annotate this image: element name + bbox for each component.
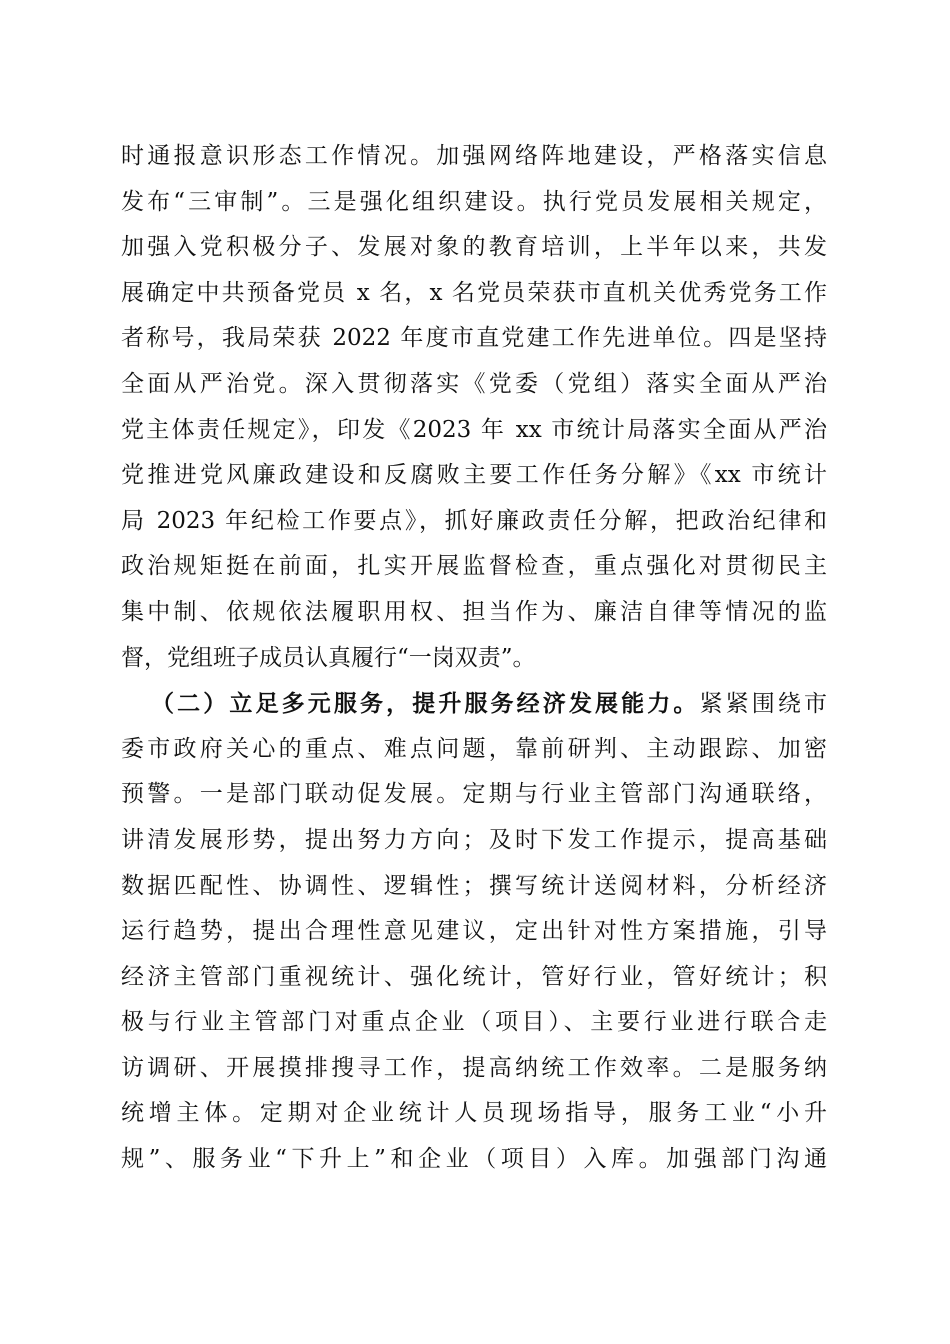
- paragraph-line: 委市政府关心的重点、难点问题，靠前研判、主动跟踪、加密: [121, 735, 827, 762]
- paragraph-line: 统增主体。定期对企业统计人员现场指导，服务工业“小升: [121, 1100, 827, 1127]
- section-heading: （二）立足多元服务，提升服务经济发展能力。: [151, 690, 700, 718]
- paragraph-line: 极与行业主管部门对重点企业（项目）、主要行业进行联合走: [121, 1009, 827, 1036]
- paragraph-line: 党推进党风廉政建设和反腐败主要工作任务分解》《xx 市统计: [121, 462, 827, 489]
- paragraph-line: 运行趋势，提出合理性意见建议，定出针对性方案措施，引导: [121, 918, 827, 945]
- paragraph-line: 时通报意识形态工作情况。加强网络阵地建设，严格落实信息: [121, 143, 827, 169]
- paragraph-line: 访调研、开展摸排搜寻工作，提高纳统工作效率。二是服务纳: [121, 1054, 827, 1081]
- paragraph-line: 集中制、依规依法履职用权、担当作为、廉洁自律等情况的监: [121, 598, 827, 625]
- paragraph-line: 加强入党积极分子、发展对象的教育培训，上半年以来，共发: [121, 234, 827, 261]
- paragraph-line: 政治规矩挺在前面，扎实开展监督检查，重点强化对贯彻民主: [121, 553, 827, 580]
- section-heading-line: [121, 681, 827, 727]
- paragraph-line: 全面从严治党。深入贯彻落实《党委（党组）落实全面从严治: [121, 370, 827, 397]
- paragraph-line: 预警。一是部门联动促发展。定期与行业主管部门沟通联络，: [121, 781, 827, 808]
- body-text: [121, 134, 827, 1183]
- paragraph-line: 党主体责任规定》，印发《2023 年 xx 市统计局落实全面从严治: [121, 416, 827, 443]
- paragraph-line: 局 2023 年纪检工作要点》，抓好廉政责任分解，把政治纪律和: [121, 507, 827, 534]
- paragraph-line: 经济主管部门重视统计、强化统计，管好行业，管好统计；积: [121, 963, 827, 990]
- paragraph-line: 发布“三审制”。三是强化组织建设。执行党员发展相关规定，: [121, 188, 827, 215]
- paragraph-line: 数据匹配性、协调性、逻辑性；撰写统计送阅材料，分析经济: [121, 872, 827, 899]
- section-heading-tail: 紧紧围绕市: [699, 691, 827, 718]
- paragraph-line: 规”、服务业“下升上”和企业（项目）入库。加强部门沟通: [121, 1146, 827, 1173]
- paragraph-line: 展确定中共预备党员 x 名，x 名党员荣获市直机关优秀党务工作: [121, 279, 827, 306]
- paragraph-line: 者称号，我局荣获 2022 年度市直党建工作先进单位。四是坚持: [121, 325, 827, 352]
- paragraph-line: 讲清发展形势，提出努力方向；及时下发工作提示，提高基础: [121, 826, 827, 853]
- paragraph-line: 督，党组班子成员认真履行“一岗双责”。: [121, 644, 536, 671]
